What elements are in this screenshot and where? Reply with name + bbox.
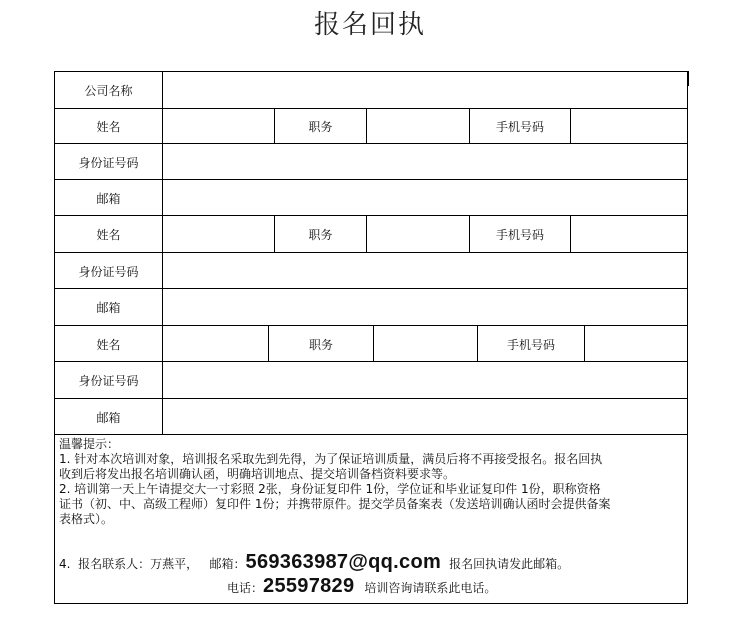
person3-id-row — [55, 361, 687, 399]
table-edge-mark — [687, 71, 689, 86]
person3-email-row — [55, 398, 687, 435]
person3-position-label: 职务 — [268, 326, 373, 362]
phone-label: 电话： — [227, 581, 264, 595]
notes-item1-line1: 1. 针对本次培训对象，培训报名采取先到先得，为了保证培训质量，满员后将不再接受报名。报名回执 — [59, 452, 603, 466]
person3-mobile-label: 手机号码 — [477, 326, 584, 362]
person3-id-label: 身份证号码 — [78, 374, 139, 388]
person1-name-input[interactable] — [162, 109, 274, 144]
person2-email-label: 邮箱 — [96, 301, 121, 315]
notes-item2-line1: 2. 培训第一天上午请提交大一寸彩照 2张，身份证复印件 1份，学位证和毕业证复印件 1份，职称资格 — [59, 482, 601, 496]
page-title: 报名回执 — [313, 10, 426, 40]
person2-name-row — [55, 215, 687, 253]
contact-email-line — [59, 551, 570, 573]
contact-email-note: 报名回执请发此邮箱。 — [449, 557, 570, 571]
notes-section — [55, 434, 687, 604]
person1-position-label: 职务 — [274, 109, 366, 144]
person2-id-row — [55, 252, 687, 289]
person1-id-row — [55, 143, 687, 180]
person1-name-row — [55, 108, 687, 144]
company-row — [55, 72, 687, 108]
notes-heading: 温馨提示： — [59, 437, 120, 451]
person1-email-label: 邮箱 — [96, 191, 121, 206]
person1-name-label: 姓名 — [96, 120, 121, 134]
person2-position-label: 职务 — [274, 216, 366, 253]
person2-name-label: 姓名 — [96, 228, 121, 242]
person2-id-label: 身份证号码 — [78, 264, 139, 279]
person3-name-input[interactable] — [162, 326, 268, 362]
contact-email[interactable]: 569363987@qq.com — [245, 551, 442, 573]
person1-id-input[interactable] — [162, 144, 687, 180]
person3-mobile-input[interactable] — [584, 326, 687, 362]
person1-mobile-input[interactable] — [570, 109, 687, 144]
person1-id-label: 身份证号码 — [78, 155, 139, 170]
company-input[interactable] — [162, 72, 687, 108]
person2-mobile-input[interactable] — [570, 216, 687, 253]
person2-position-input[interactable] — [366, 216, 469, 253]
person1-email-input[interactable] — [162, 180, 687, 216]
notes-item2-line2: 证书（初、中、高级工程师）复印件 1份；并携带原件。提交学员备案表（发送培训确认函时会提供备案 — [59, 497, 611, 511]
person2-email-row — [55, 288, 687, 326]
person2-id-input[interactable] — [162, 253, 687, 289]
person1-position-input[interactable] — [366, 109, 469, 144]
person2-email-input[interactable] — [162, 289, 687, 326]
person2-name-input[interactable] — [162, 216, 274, 253]
registration-form — [54, 71, 688, 604]
person1-email-row — [55, 179, 687, 216]
person3-name-row — [55, 325, 687, 362]
person1-mobile-label: 手机号码 — [469, 109, 570, 144]
person3-name-label: 姓名 — [96, 337, 121, 352]
contact-phone[interactable]: 25597829 — [263, 575, 355, 597]
notes-item1-line2: 收到后将发出报名培训确认函，明确培训地点、提交培训备档资料要求等。 — [59, 467, 456, 481]
person3-id-input[interactable] — [162, 362, 687, 399]
person2-mobile-label: 手机号码 — [469, 216, 570, 253]
contact-phone-note: 培训咨询请联系此电话。 — [364, 581, 497, 595]
notes-item2-line3: 表格式）。 — [59, 512, 114, 526]
contact-prefix: 4. 报名联系人：万燕平， 邮箱： — [59, 557, 246, 571]
person3-email-input[interactable] — [162, 399, 687, 435]
company-label: 公司名称 — [84, 83, 133, 98]
contact-phone-line — [227, 575, 497, 597]
person3-email-label: 邮箱 — [96, 410, 121, 425]
person3-position-input[interactable] — [373, 326, 477, 362]
